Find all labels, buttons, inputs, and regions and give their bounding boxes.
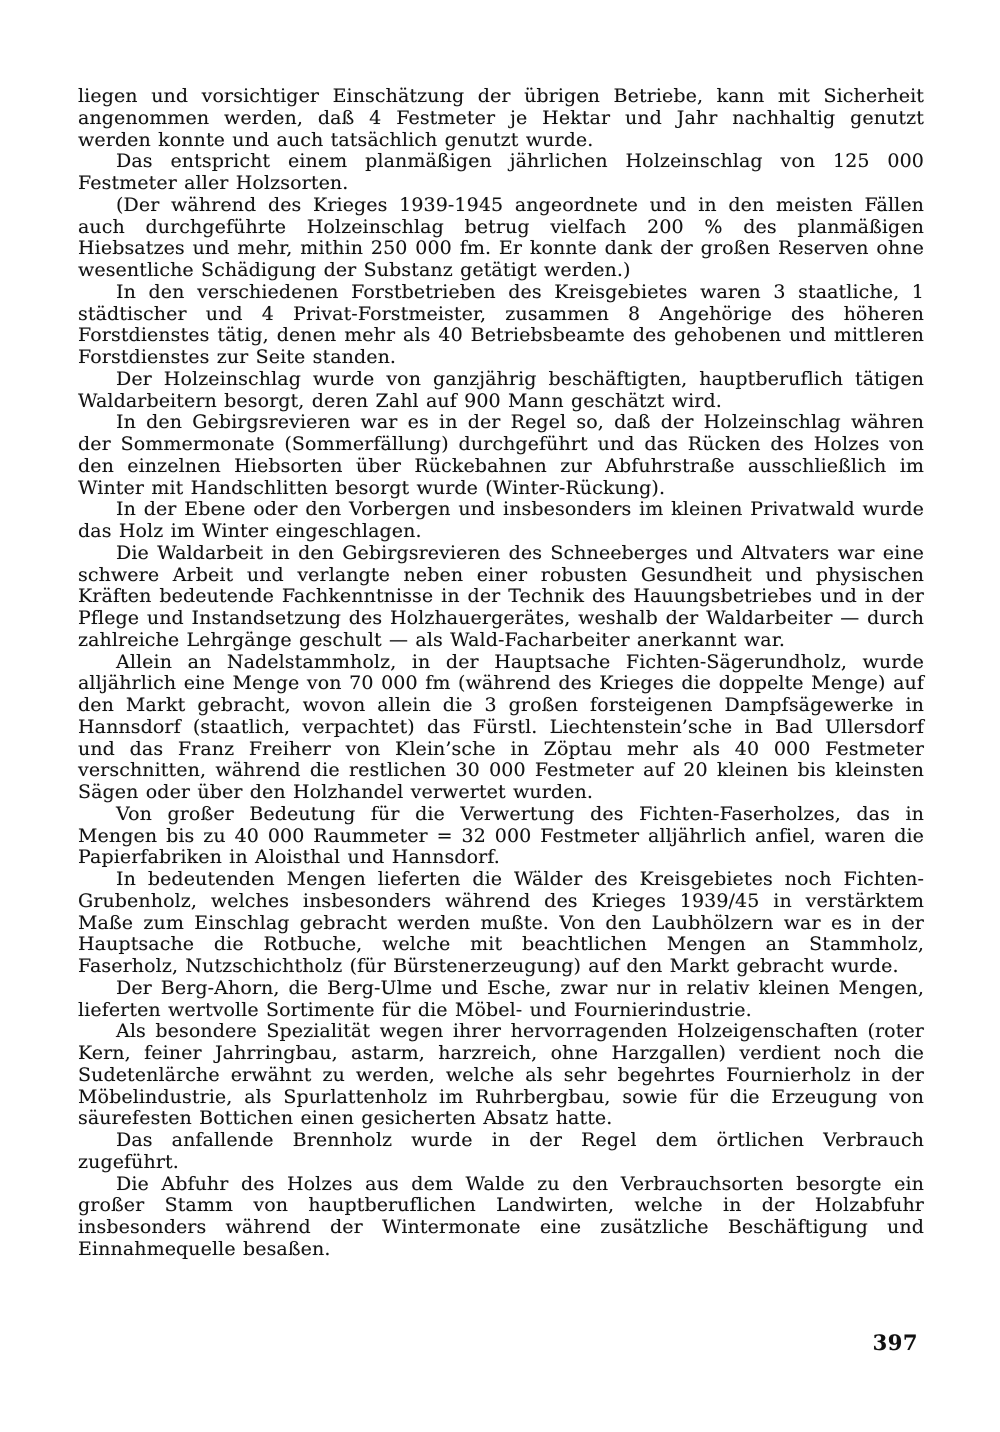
paragraph-11: In bedeutenden Mengen lieferten die Wälder des Kreisgebietes noch Fichten-Grubenholz, welches insbesonders während des Krieges 1939/45 in verstärktem Maße zum Einschlag gebracht werden mußte. Von den Laubhölzern war es in der Hauptsache die Rotbuche, welche mit beachtlichen Mengen an Stammholz, Faserholz, Nutzschichtholz (für Bürstenerzeugung) auf den Markt gebracht wurde. xyxy=(78,868,924,977)
paragraph-10: Von großer Bedeutung für die Verwertung des Fichten-Faserholzes, das in Mengen bis zu 40 000 Raummeter = 32 000 Festmeter alljährlich anfiel, waren die Papierfabriken in Aloisthal und Hannsdorf. xyxy=(78,802,924,869)
paragraph-1: liegen und vorsichtiger Einschätzung der übrigen Betriebe, kann mit Sicherheit angenommen werden, daß 4 Festmeter je Hektar und Jahr nachhaltig genutzt werden konnte und auch tatsächlich genutzt wurde. xyxy=(78,85,924,151)
paragraph-7: In der Ebene oder den Vorbergen und insbesonders im kleinen Privatwald wurde das Holz im Winter eingeschlagen. xyxy=(78,498,924,542)
paragraph-6: In den Gebirgsrevieren war es in der Regel so, daß der Holzeinschlag währen der Sommermonate (Sommerfällung) durchgeführt und das Rücken des Holzes von den einzelnen Hiebsorten über Rückebahnen zur Abfuhrstraße ausschließlich im Winter mit Handschlitten besorgt wurde (Winter-Rückung). xyxy=(78,411,924,499)
paragraph-9: Allein an Nadelstammholz, in der Hauptsache Fichten-Sägerundholz, wurde alljährlich eine Menge von 70 000 fm (während des Krieges die doppelte Menge) auf den Markt gebracht, wovon allein die 3 großen forsteigenen Dampfsägewerke in Hannsdorf (staatlich, verpachtet) das Fürstl. Liechtenstein’sche in Bad Ullersdorf und das Franz Freiherr von Klein’sche in Zöptau mehr als 40 000 Festmeter verschnitten, während die restlichen 30 000 Festmeter auf 20 kleinen bis kleinsten Sägen oder über den Holzhandel verwertet wurden. xyxy=(78,650,924,803)
body-text xyxy=(78,86,924,1261)
paragraph-2: Das entspricht einem planmäßigen jährlichen Holzeinschlag von 125 000 Festmeter aller Holzsorten. xyxy=(78,150,924,194)
paragraph-4: In den verschiedenen Forstbetrieben des Kreisgebietes waren 3 staatliche, 1 städtischer und 4 Privat-Forstmeister, zusammen 8 Angehörige des höheren Forstdienstes tätig, denen mehr als 40 Betriebsbeamte des gehobenen und mittleren Forstdienstes zur Seite standen. xyxy=(78,280,924,368)
paragraph-3: (Der während des Krieges 1939-1945 angeordnete und in den meisten Fällen auch durchgeführte Holzeinschlag betrug vielfach 200 % des planmäßigen Hiebsatzes und mehr, mithin 250 000 fm. Er konnte dank der großen Reserven ohne wesentliche Schädigung der Substanz getätigt werden.) xyxy=(78,193,924,281)
paragraph-14: Das anfallende Brennholz wurde in der Regel dem örtlichen Verbrauch zugeführt. xyxy=(78,1129,924,1173)
paragraph-15: Die Abfuhr des Holzes aus dem Walde zu den Verbrauchsorten besorgte ein großer Stamm von hauptberuflichen Landwirten, welche in der Holzabfuhr insbesonders während der Wintermonate eine zusätzliche Beschäftigung und Einnahmequelle besaßen. xyxy=(78,1172,924,1260)
paragraph-8: Die Waldarbeit in den Gebirgsrevieren des Schneeberges und Altvaters war eine schwere Arbeit und verlangte neben einer robusten Gesundheit und physischen Kräften bedeutende Fachkenntnisse in der Technik des Hauungsbetriebes und in der Pflege und Instandsetzung des Holzhauergerätes, weshalb der Waldarbeiter — durch zahlreiche Lehrgänge geschult — als Wald-Facharbeiter anerkannt war. xyxy=(78,541,924,651)
paragraph-5: Der Holzeinschlag wurde von ganzjährig beschäftigten, hauptberuflich tätigen Waldarbeitern besorgt, deren Zahl auf 900 Mann geschätzt wird. xyxy=(78,367,924,412)
page-number: 397 xyxy=(872,1330,918,1355)
paragraph-12: Der Berg-Ahorn, die Berg-Ulme und Esche, zwar nur in relativ kleinen Mengen, lieferten wertvolle Sortimente für die Möbel- und Fournierindustrie. xyxy=(78,976,924,1021)
paragraph-13: Als besondere Spezialität wegen ihrer hervorragenden Holzeigenschaften (roter Kern, feiner Jahrringbau, astarm, harzreich, ohne Harzgallen) verdient noch die Sudetenlärche erwähnt zu werden, welche als sehr begehrtes Fournierholz in der Möbelindustrie, als Spurlattenholz im Ruhrbergbau, sowie für die Erzeugung von säurefesten Bottichen einen gesicherten Absatz hatte. xyxy=(78,1020,924,1130)
